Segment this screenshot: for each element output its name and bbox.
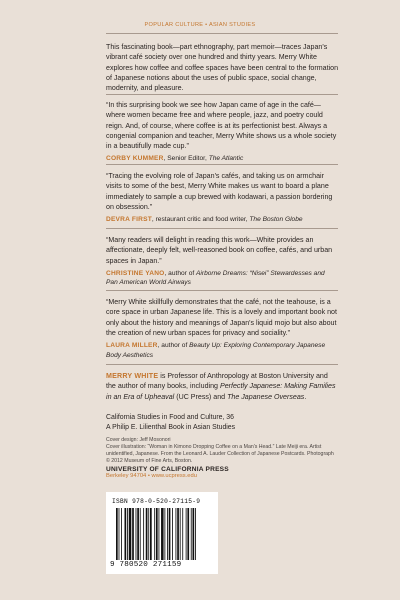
blurb-work: The Atlantic xyxy=(208,155,244,163)
blurb-attribution xyxy=(106,215,338,224)
separator xyxy=(106,290,338,291)
blurb-quote: “Many readers will delight in reading this work—White provides an affectionate, deeply felt, well-reasoned book on coffee, cafés, and urban spaces in Japan.” xyxy=(106,236,333,265)
blurb-quote: “In this surprising book we see how Japan came of age in the café—where women became free and where people, jazz, and poetry could reign. And, of course, where coffee is at its perfectionist best. Always a congenial companion and teacher, Merry White shows us a whole society in a beautifully made cup.” xyxy=(106,101,337,151)
isbn-barcode xyxy=(106,492,218,574)
blurb-role: , restaurant critic and food writer, xyxy=(151,216,250,224)
barcode-digits: 9 780520 271159 xyxy=(110,561,182,569)
blurb-1 xyxy=(106,100,338,164)
cover-illustration-credit: Cover illustration: “Woman in Kimono Dropping Coffee on a Man's Head.” Late Meiji era. Artist unidentified, Japanese. From the Leonard A. Lauder Collection of Japanese Postcards. Photograph © 2012 Museum of Fine Arts, Boston. xyxy=(106,444,334,465)
series-info xyxy=(106,413,338,433)
bio-text: . xyxy=(304,392,307,401)
author-bio-text xyxy=(106,371,338,402)
blurb-author: DEVRA FIRST xyxy=(106,216,152,224)
blurb-quote: “Tracing the evolving role of Japan's cafés, and taking us on armchair visits to some of the best, Merry White makes us want to board a plane immediately to sample a cup brewed with kodawari, a passion bordering on obsession.” xyxy=(106,172,333,211)
category-label: POPULAR CULTURE • ASIAN STUDIES xyxy=(144,22,256,28)
separator xyxy=(106,364,338,365)
blurb-author: CHRISTINE YANO xyxy=(106,269,165,277)
blurb-work: Airborne Dreams: “Nisei” Stewardesses and Pan American World Airways xyxy=(106,269,325,287)
bio-text: is Professor of Anthropology at Boston University and the author of many books, including xyxy=(106,372,328,391)
publisher-name: UNIVERSITY OF CALIFORNIA PRESS xyxy=(106,466,229,473)
blurb-4 xyxy=(106,297,338,360)
book-description: This fascinating book—part ethnography, part memoir—traces Japan's vibrant café society over one hundred and thirty years. Merry White explores how coffee and coffee spaces have been central to the formation of Japanese notions about the uses of public space, social change, modernity, and pleasure. xyxy=(106,43,339,93)
blurb-attribution xyxy=(106,341,338,360)
blurb-author: LAURA MILLER xyxy=(106,342,158,350)
separator xyxy=(106,164,338,165)
blurb-author: CORBY KUMMER xyxy=(106,155,164,163)
isbn-label: ISBN 978-0-520-27115-9 xyxy=(112,498,201,505)
blurb-role: , Senior Editor, xyxy=(163,155,209,163)
publisher-address: Berkeley 94704 • www.ucpress.edu xyxy=(106,473,197,479)
publisher-block xyxy=(106,466,338,490)
blurb-role: , author of xyxy=(157,342,190,350)
top-rule xyxy=(106,33,338,34)
bio-text: (UC Press) and xyxy=(174,392,228,401)
bio-book-title: Perfectly Japanese: Making Families in an Era of Upheaval xyxy=(106,382,336,401)
blurb-2 xyxy=(106,171,338,225)
blurb-attribution xyxy=(106,154,338,163)
series-line: California Studies in Food and Culture, 36 xyxy=(106,414,234,421)
author-bio xyxy=(106,371,338,402)
blurb-work: The Boston Globe xyxy=(249,216,303,224)
separator xyxy=(106,94,338,95)
author-name: MERRY WHITE xyxy=(106,372,159,380)
blurb-role: , author of xyxy=(164,269,197,277)
separator xyxy=(106,228,338,229)
blurb-quote: “Merry White skillfully demonstrates that the café, not the teahouse, is a core space in urban Japanese life. This is a lovely and important book not only about the history and meanings of Japan's liquid mojo but also about the creation of new urban spaces for privacy and sociality.” xyxy=(106,298,337,337)
cover-design-credit: Cover design: Jeff Mosonori xyxy=(106,437,171,443)
blurb-attribution xyxy=(106,269,338,288)
blurb-work: Beauty Up: Exploring Contemporary Japanese Body Aesthetics xyxy=(106,342,326,359)
cover-credits xyxy=(106,437,338,465)
bio-book-title: The Japanese Overseas xyxy=(227,392,305,401)
blurb-3 xyxy=(106,235,338,288)
series-line: A Philip E. Lilienthal Book in Asian Studies xyxy=(106,424,236,431)
description-block xyxy=(106,42,338,93)
